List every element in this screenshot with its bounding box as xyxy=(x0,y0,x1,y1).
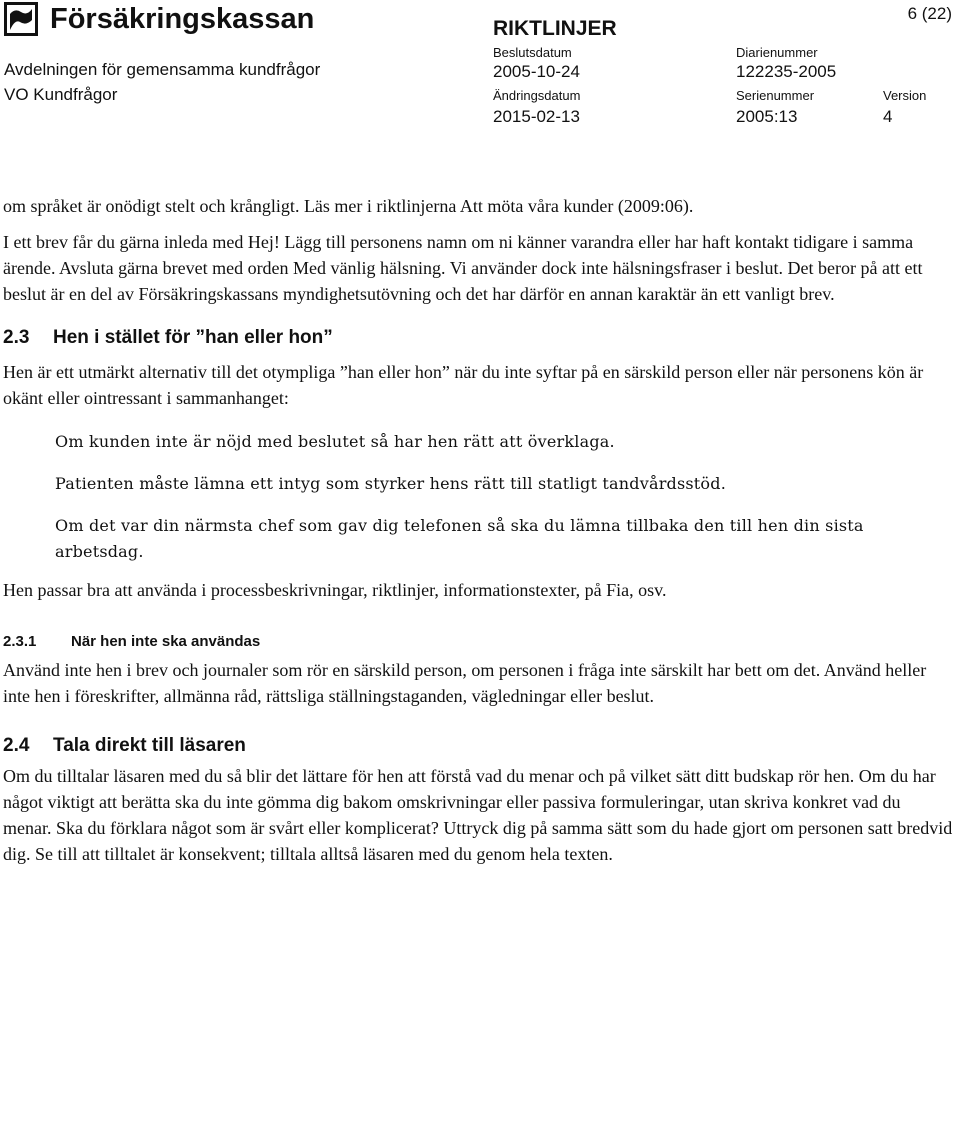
forsakringskassan-logo-icon xyxy=(4,2,38,36)
section-heading-2-4 xyxy=(3,733,953,759)
paragraph: Hen är ett utmärkt alternativ till det otympliga ”han eller hon” när du inte syftar på en särskild person eller när personens kön är okänt eller ointressant i sammanhanget: xyxy=(3,362,924,408)
version-label: Version xyxy=(883,88,927,103)
paragraph: om språket är onödigt stelt och krångligt. Läs mer i riktlinjerna Att möta våra kunder (2009:06). xyxy=(3,196,694,216)
example-sentence: Om kunden inte är nöjd med beslutet så har hen rätt att överklaga. xyxy=(55,432,615,451)
example-sentence: Om det var din närmsta chef som gav dig telefonen så ska du lämna tillbaka den till hen din sista arbetsdag. xyxy=(55,516,864,561)
section-title: Tala direkt till läsaren xyxy=(53,735,246,756)
paragraph: Använd inte hen i brev och journaler som rör en särskild person, om personen i fråga inte särskilt har bett om det. Använd heller inte hen i föreskrifter, allmänna råd, rättsliga ställningstaganden, vägledningar eller beslut. xyxy=(3,660,927,706)
paragraph: I ett brev får du gärna inleda med Hej! Lägg till personens namn om ni känner varandra eller har haft kontakt tidigare i samma ärende. Avsluta gärna brevet med orden Med vänlig hälsning. Vi använder dock inte hälsningsfraser i beslut. Det beror på att ett beslut är en del av Försäkringskassans myndighetsutövning och det har därför en annan karaktär än ett vanligt brev. xyxy=(3,232,923,304)
section-title: Hen i stället för ”han eller hon” xyxy=(53,327,333,348)
serienummer-value: 2005:13 xyxy=(736,107,798,126)
andringsdatum-value: 2015-02-13 xyxy=(493,107,580,126)
unit-name: VO Kundfrågor xyxy=(4,85,118,104)
version-value: 4 xyxy=(883,107,893,126)
logo xyxy=(4,2,314,36)
section-heading-2-3-1 xyxy=(3,629,953,655)
section-number: 2.3 xyxy=(3,327,30,348)
andringsdatum-label: Ändringsdatum xyxy=(493,88,581,103)
department-name: Avdelningen för gemensamma kundfrågor xyxy=(4,60,321,79)
section-number: 2.4 xyxy=(3,735,30,756)
paragraph: Hen passar bra att använda i processbeskrivningar, riktlinjer, informationstexter, på Fia, osv. xyxy=(3,580,667,600)
page-number: 6 (22) xyxy=(907,4,952,23)
paragraph: Om du tilltalar läsaren med du så blir det lättare för hen att förstå vad du menar och på vilket sätt ditt budskap rör hen. Om du har något viktigt att berätta ska du inte gömma dig bakom omskrivningar eller passiva formuleringar, utan skriva konkret vad du menar. Ska du förklara något som är svårt eller komplicerat? Uttryck dig på samma sätt som du hade gjort om personen satt bredvid dig. Se till att tilltalet är konsekvent; tilltala alltså läsaren med du genom hela texten. xyxy=(3,766,953,864)
diarienummer-value: 122235-2005 xyxy=(736,62,837,81)
beslutsdatum-value: 2005-10-24 xyxy=(493,62,580,81)
section-number: 2.3.1 xyxy=(3,633,37,650)
section-heading-2-3 xyxy=(3,325,953,351)
beslutsdatum-label: Beslutsdatum xyxy=(493,45,572,60)
document-type: RIKTLINJER xyxy=(493,17,617,40)
document-body xyxy=(3,193,953,867)
logo-text: Försäkringskassan xyxy=(50,2,315,35)
example-sentence: Patienten måste lämna ett intyg som styrker hens rätt till statligt tandvårdsstöd. xyxy=(55,474,726,493)
diarienummer-label: Diarienummer xyxy=(736,45,818,60)
section-title: När hen inte ska användas xyxy=(71,633,261,650)
serienummer-label: Serienummer xyxy=(736,88,815,103)
